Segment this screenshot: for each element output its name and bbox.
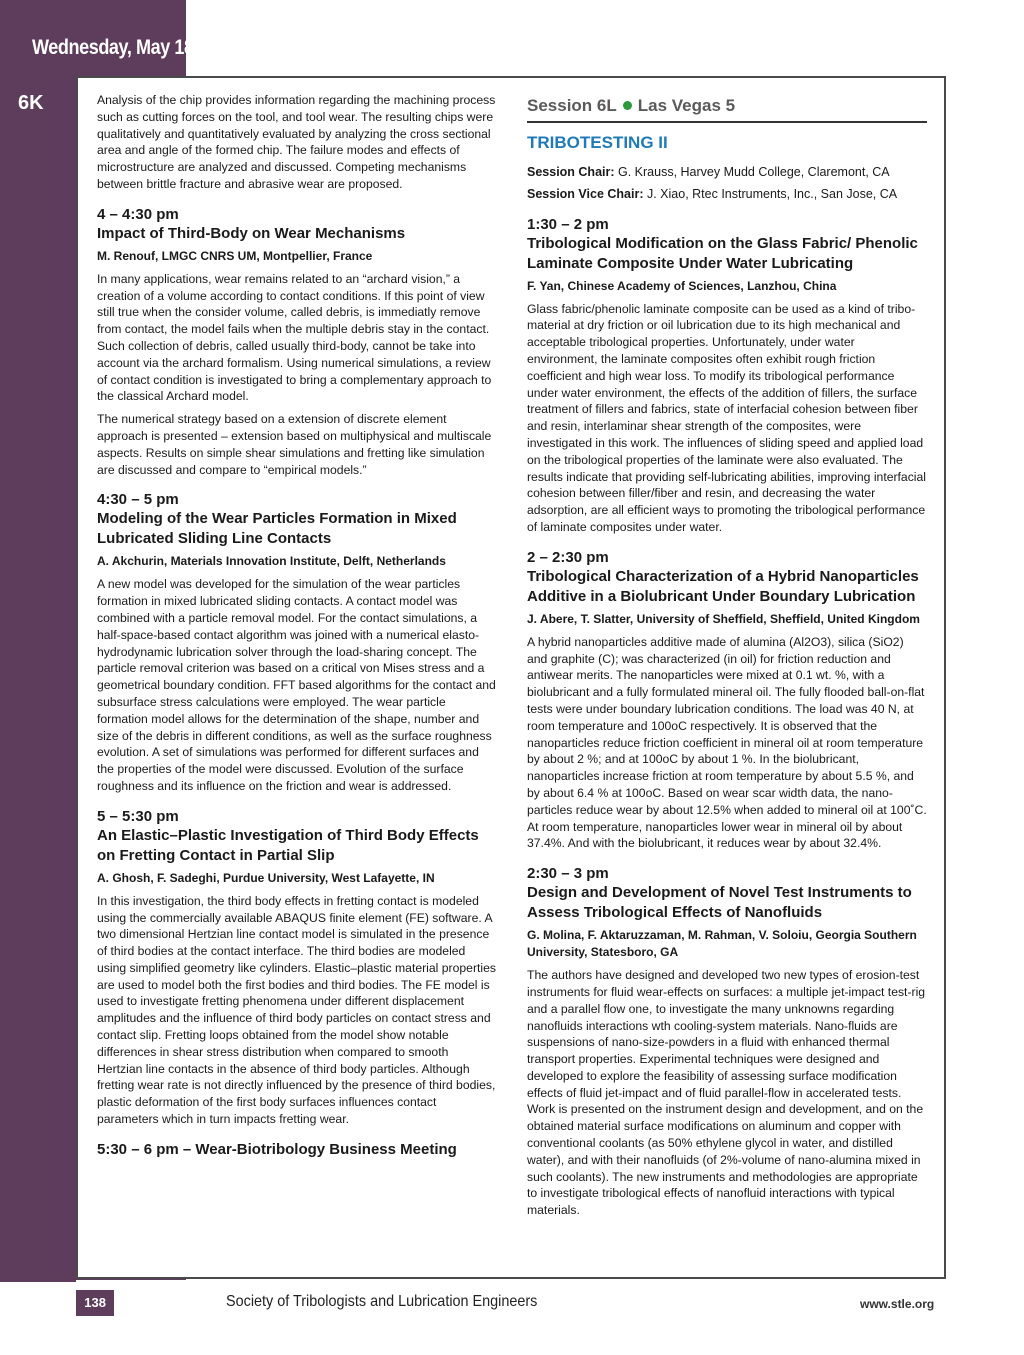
talk-entry: [527, 548, 927, 852]
intro-paragraph: Analysis of the chip provides information regarding the machining process such as cutting forces on the tool, and tool wear. The resulting chips were qualitatively and quantitatively evaluated by analyzing the cross sectional area and angle of the formed chip. The failure modes and effects of microstructure are analyzed and discussed. Competing mechanisms between brittle fracture and abrasive wear are proposed.: [97, 93, 496, 191]
talk-authors: J. Abere, T. Slatter, University of Sheffield, Sheffield, United Kingdom: [527, 611, 920, 626]
talk-authors: G. Molina, F. Aktaruzzaman, M. Rahman, V. Soloiu, Georgia Southern University, Statesboro, GA: [527, 928, 917, 960]
day-heading: Wednesday, May 18: [32, 36, 194, 59]
session-vice-chair: [527, 186, 927, 203]
talk-time: 4:30 – 5 pm: [97, 491, 179, 509]
talk-entry: [527, 215, 927, 536]
chair-name: G. Krauss, Harvey Mudd College, Claremont, CA: [618, 164, 890, 179]
talk-authors: F. Yan, Chinese Academy of Sciences, Lanzhou, China: [527, 278, 837, 293]
talk-title: Modeling of the Wear Particles Formation in Mixed Lubricated Sliding Line Contacts: [97, 510, 457, 548]
left-column: [97, 92, 497, 1164]
talk-authors: M. Renouf, LMGC CNRS UM, Montpellier, France: [97, 248, 373, 263]
bullet-dot-icon: [623, 101, 632, 110]
talk-title: Impact of Third-Body on Wear Mechanisms: [97, 224, 406, 242]
talk-entry: [97, 205, 497, 479]
talk-title: An Elastic–Plastic Investigation of Third Body Effects on Fretting Contact in Partial Slip: [97, 826, 479, 864]
talk-abstract: In many applications, wear remains related to an “archard vision,” a creation of a volume according to contact conditions. If this point of view still true when the consider volume, called debris, is immediatly remove from contact, the model fails when the multiple debris stay in the contact. Such collection of debris, called usually third-body, cannot be take into account via the archard formalism. Using numerical simulations, a review of contact condition is investigated to bring a complementary approach to the classical Archard model.: [97, 271, 492, 404]
talk-title: Tribological Modification on the Glass Fabric/ Phenolic Laminate Composite Under Water Lubricating: [527, 234, 918, 272]
vice-chair-label: Session Vice Chair:: [527, 186, 644, 201]
session-room: Las Vegas 5: [637, 96, 736, 115]
talk-time: 2 – 2:30 pm: [527, 548, 609, 566]
sidebar-margin: [0, 76, 76, 1282]
session-chair: [527, 164, 927, 181]
talk-title: Design and Development of Novel Test Instruments to Assess Tribological Effects of Nanofluids: [527, 884, 912, 922]
talk-time: 2:30 – 3 pm: [527, 865, 609, 883]
talk-entry: [97, 490, 497, 794]
talk-abstract: In this investigation, the third body effects in fretting contact is modeled using the commercially available ABAQUS finite element (FE) software. A two dimensional Hertzian line contact model is simulated in the presence of third bodies at the contact interface. The third bodies are modeled using simplified geometry like cylinders. Elastic–plastic material properties are used to model both the first bodies and third bodies. The FE model is used to investigate fretting phenomena under different displacement amplitudes and the influence of third body particles on contact stress and contact slip. Fretting loops obtained from the model show notable differences in shear stress distribution when compared to smooth Hertzian line contacts in the absence of third body particles. Although fretting wear rate is not directly influenced by the presence of third bodies, plastic deformation of the first body surfaces influences contact parameters which in turn impacts fretting wear.: [97, 893, 496, 1127]
footer-organization: Society of Tribologists and Lubrication Engineers: [226, 1293, 538, 1310]
room-code: 6K: [18, 92, 44, 114]
talk-abstract: A hybrid nanoparticles additive made of alumina (Al2O3), silica (SiO2) and graphite (C); was characterized (in oil) for friction reduction and antiwear merits. The nanoparticles were mixed at 0.1 wt. %, with a biolubricant and a fully formulated mineral oil. The fully flooded ball-on-flat tests were under boundary lubrication conditions. The load was 40 N, at room temperature and 100oC respectively. It is observed that the nanoparticles reduce friction coefficient in mineral oil at room temperature by about 2 %; and at 100oC by about 1 %. In the biolubricant, nanoparticles increase friction at room temperature by about 5.5 %, and by about 6.4 % at 100oC. Based on wear scar width data, the nano-particles reduce wear by about 12.5% when added to mineral oil at 100˚C. At room temperature, nanoparticles lower wear in mineral oil by about 37.4%. And with the biolubricant, it reduces wear by about 32.4%.: [527, 634, 927, 851]
talk-time: 5 – 5:30 pm: [97, 807, 179, 825]
chair-label: Session Chair:: [527, 164, 615, 179]
talk-abstract: The authors have designed and developed two new types of erosion-test instruments for fluid wear-effects on surfaces: a multiple jet-impact test-rig and a parallel flow one, to investigate the many unknowns regarding nanofluids interactions wth cooling-system materials. Nano-fluids are suspensions of nano-size-powders in a fluid with enhanced thermal transport properties. Experimental techniques were designed and developed to explore the feasibility of assessing surface modification effects of fluid jet-impact and of fluid parallel-flow in accelerated tests. Work is presented on the instrument design and development, and on the obtained material surface modifications on aluminum and copper with conventional coolants (as 50% ethylene glycol in water, and distilled water), and with their nanofluids (of 2%-volume of nano-alumina mixed in such coolants). The new instruments and methodologies are appropriate to investigate tribological effects of nanofluid interactions with typical materials.: [527, 968, 926, 1218]
vice-chair-name: J. Xiao, Rtec Instruments, Inc., San Jose, CA: [646, 186, 898, 201]
talk-authors: A. Ghosh, F. Sadeghi, Purdue University, West Lafayette, IN: [97, 870, 435, 885]
talk-entry: [527, 864, 927, 1219]
talk-abstract: A new model was developed for the simulation of the wear particles formation in mixed lubricated sliding contacts. A contact model was combined with a particle removal model. For the contact simulations, a half-space-based contact algorithm was joined with a numerical elasto-hydrodynamic lubrication solver through the load-sharing concept. The particle removal criterion was based on a critical von Mises stress and a geometrical boundary condition. FFT based algorithms for the contact and subsurface stress calculations were employed. The wear particle formation model allows for the determination of the shape, number and size of the debris in different conditions, as well as the surface roughness evolution. A set of simulations was performed for different surfaces and the properties of the model were discussed. Evolution of the surface roughness and its influence on the friction and wear is addressed.: [97, 577, 496, 793]
business-meeting-title: 5:30 – 6 pm – Wear-Biotribology Business Meeting: [97, 1140, 457, 1158]
talk-abstract: Glass fabric/phenolic laminate composite can be used as a kind of tribo-material at dry friction or oil lubrication due to its high mechanical and acceptable tribological properties. Unfortunately, under water environment, the laminate composites often exhibit rough friction coefficient and high wear loss. To modify its tribological performance under water environment, the effects of the addition of fillers, the surface treatment of fillers and fabrics, state of interfacial cohesion between fiber and resin, interlaminar shear strength of the composites, were investigated in this work. The influences of sliding speed and applied load on the tribological properties of the laminate were also evaluated. The results indicate that providing self-lubricating abilities, improving interfacial cohesion between filler/fiber and resin, and decreasing the water adsorption, are all efficient ways to promoting the tribological performance of laminate composites under water.: [527, 301, 926, 534]
talk-title: Tribological Characterization of a Hybrid Nanoparticles Additive in a Biolubricant Under Boundary Lubrication: [527, 567, 919, 605]
talk-time: 1:30 – 2 pm: [527, 215, 609, 233]
session-header: [527, 92, 927, 123]
session-title: TRIBOTESTING II: [527, 132, 668, 152]
page-number: 138: [76, 1290, 114, 1316]
talk-authors: A. Akchurin, Materials Innovation Institute, Delft, Netherlands: [97, 554, 446, 569]
business-meeting: [97, 1140, 497, 1160]
talk-abstract: The numerical strategy based on a extension of discrete element approach is presented – extension based on multiphysical and multiscale aspects. Results on simple shear simulations and fretting like simulation are discussed and compare to “empirical models.”: [97, 412, 492, 477]
footer-website-link[interactable]: www.stle.org: [860, 1297, 935, 1311]
session-label: Session 6L: [527, 96, 617, 115]
right-column: [527, 92, 927, 1225]
talk-time: 4 – 4:30 pm: [97, 205, 179, 223]
talk-entry: [97, 807, 497, 1128]
